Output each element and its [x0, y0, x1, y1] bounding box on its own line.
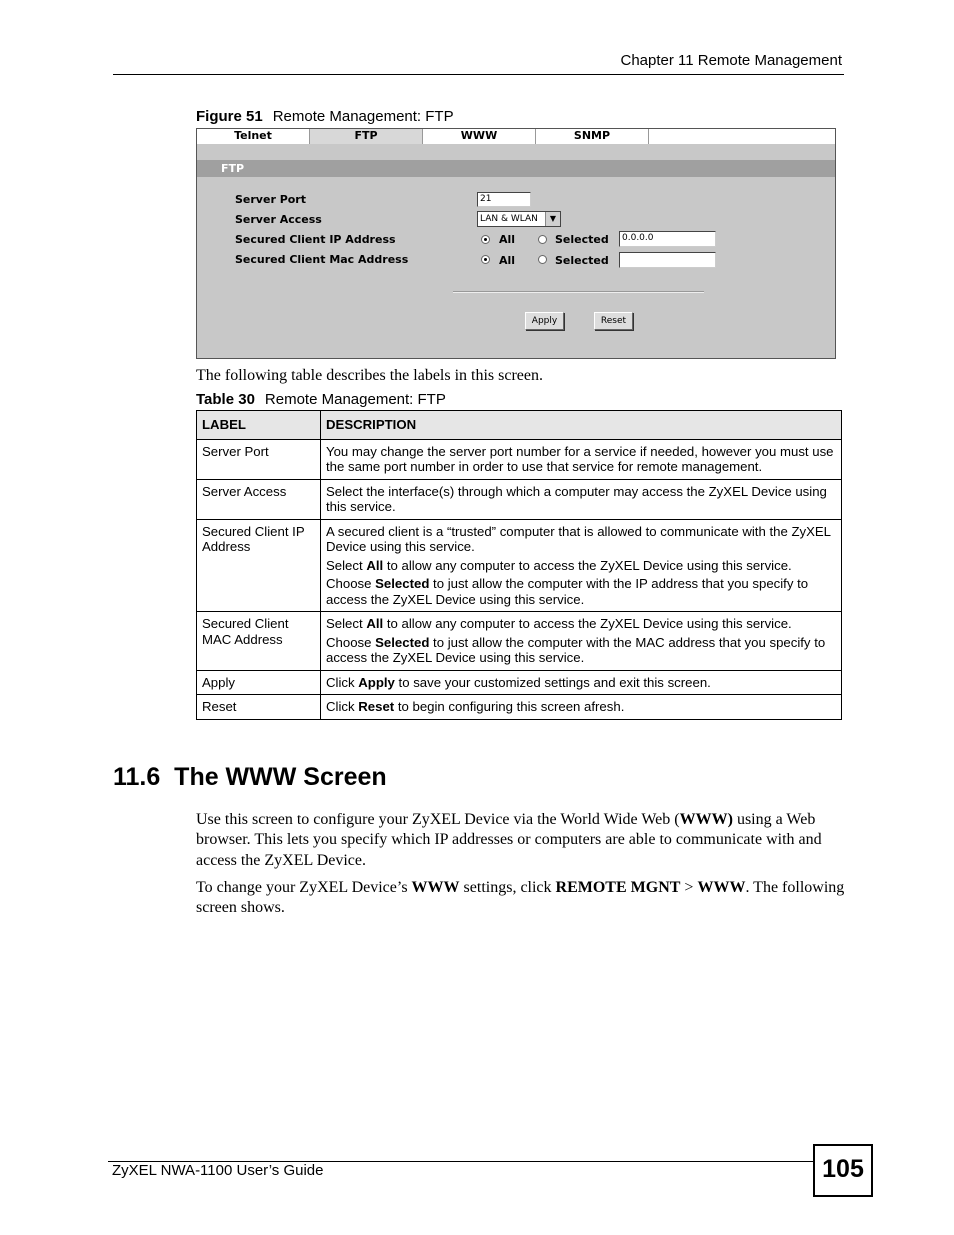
secured-mac-input[interactable] — [619, 252, 716, 268]
para-text: To change your ZyXEL Device’s — [196, 879, 412, 896]
description-table — [196, 410, 842, 720]
apply-button[interactable]: Apply — [525, 312, 564, 330]
ftp-section-title: FTP — [221, 162, 245, 175]
secured-mac-all-label: All — [499, 254, 516, 267]
desc-paragraph — [326, 635, 836, 666]
table-row — [197, 695, 842, 720]
figure-label: Figure 51 — [196, 108, 263, 125]
tab-bar — [197, 129, 649, 144]
table-row — [197, 439, 842, 479]
row-label: Server Port — [197, 439, 321, 479]
desc-text: Click — [326, 699, 359, 714]
row-label: Secured Client IP Address — [197, 519, 321, 612]
tab-telnet[interactable]: Telnet — [197, 129, 310, 144]
desc-paragraph: A secured client is a “trusted” computer that is allowed to communicate with the ZyXEL Device using this service. — [326, 523, 831, 554]
secured-ip-label: Secured Client IP Address — [235, 233, 396, 246]
desc-bold: All — [366, 557, 384, 573]
desc-text: to save your customized settings and exit this screen. — [394, 674, 711, 690]
table-row — [197, 479, 842, 519]
para-bold: REMOTE MGNT — [555, 879, 681, 896]
secured-mac-selected-label: Selected — [555, 254, 609, 267]
desc-text: to allow any computer to access the ZyXEL Device using this service. — [383, 557, 792, 573]
desc-text: Click — [326, 674, 359, 690]
server-port-input[interactable]: 21 — [477, 192, 531, 207]
tab-bar-filler — [649, 129, 835, 144]
para-bold: WWW) — [679, 811, 733, 828]
desc-bold: Reset — [358, 699, 395, 714]
reset-button[interactable]: Reset — [594, 312, 633, 330]
table-caption — [196, 391, 446, 408]
desc-text: Choose — [326, 576, 376, 591]
secured-ip-selected-label: Selected — [555, 233, 609, 246]
desc-text: to begin configuring this screen afresh. — [394, 699, 625, 714]
desc-text: Select — [326, 616, 367, 631]
header-rule — [113, 74, 844, 75]
row-description: Select the interface(s) through which a computer may access the ZyXEL Device using this service. — [321, 479, 842, 519]
intro-text: The following table describes the labels in this screen. — [196, 367, 544, 384]
figure-caption — [196, 108, 454, 125]
server-port-label: Server Port — [235, 193, 306, 206]
tab-www[interactable]: WWW — [423, 129, 536, 144]
ftp-section-bar — [197, 160, 835, 177]
para-bold: WWW — [697, 879, 746, 896]
desc-bold: Selected — [375, 634, 430, 650]
tab-ftp[interactable]: FTP — [310, 129, 423, 144]
server-access-value: LAN & WLAN — [480, 214, 538, 224]
table-title: Remote Management: FTP — [264, 391, 446, 408]
header-description: DESCRIPTION — [321, 411, 842, 440]
server-access-select[interactable] — [477, 211, 561, 227]
figure-title: Remote Management: FTP — [272, 108, 454, 125]
body-paragraph — [196, 810, 846, 871]
para-text: . The following screen shows. — [196, 879, 845, 917]
desc-paragraph — [326, 576, 836, 607]
para-text: using a Web browser. This lets you specify which IP addresses or computers are able to communicate with and access the ZyXEL Device. — [196, 811, 822, 869]
row-label: Server Access — [197, 479, 321, 519]
para-text: Use this screen to configure your ZyXEL Device via the World Wide Web ( — [196, 811, 680, 828]
section-heading: 11.6 The WWW Screen — [113, 763, 387, 791]
para-bold: WWW — [411, 879, 460, 896]
chapter-header: Chapter 11 Remote Management — [620, 52, 842, 69]
row-label: Secured Client MAC Address — [197, 612, 321, 671]
table-row — [197, 519, 842, 612]
secured-mac-label: Secured Client Mac Address — [235, 253, 409, 266]
para-text: > — [680, 879, 698, 896]
chevron-down-icon[interactable]: ▼ — [545, 212, 560, 226]
desc-text: to just allow the computer with the IP address that you specify to access the ZyXEL Device using this service. — [326, 576, 809, 607]
row-description — [321, 612, 842, 671]
para-text: settings, click — [459, 879, 556, 896]
table-row — [197, 612, 842, 671]
desc-bold: All — [366, 616, 384, 631]
server-access-label: Server Access — [235, 213, 322, 226]
row-description — [321, 670, 842, 695]
secured-ip-all-radio[interactable] — [481, 235, 490, 244]
desc-paragraph — [326, 558, 836, 574]
row-label: Apply — [197, 670, 321, 695]
tab-snmp[interactable]: SNMP — [536, 129, 649, 144]
ftp-screenshot — [196, 128, 836, 359]
desc-text: Select — [326, 557, 367, 573]
desc-bold: Apply — [358, 674, 395, 690]
desc-paragraph — [326, 616, 836, 632]
table-label: Table 30 — [196, 391, 255, 408]
secured-mac-all-radio[interactable] — [481, 255, 490, 264]
header-label: LABEL — [197, 411, 321, 440]
secured-mac-selected-radio[interactable] — [538, 255, 547, 264]
desc-text: to just allow the computer with the MAC address that you specify to access the ZyXEL Device using this service. — [326, 634, 826, 665]
divider — [453, 291, 704, 293]
desc-text: Choose — [326, 634, 376, 650]
table-row — [197, 670, 842, 695]
body-paragraph — [196, 878, 846, 919]
table-header-row — [197, 411, 842, 440]
footer-guide-title: ZyXEL NWA-1100 User’s Guide — [112, 1162, 324, 1179]
secured-ip-input[interactable]: 0.0.0.0 — [619, 231, 716, 247]
row-description — [321, 519, 842, 612]
desc-text: to allow any computer to access the ZyXEL Device using this service. — [383, 616, 792, 631]
desc-bold: Selected — [375, 576, 430, 591]
row-label: Reset — [197, 695, 321, 720]
page-number: 105 — [813, 1144, 873, 1197]
secured-ip-all-label: All — [499, 233, 516, 246]
row-description — [321, 695, 842, 720]
secured-ip-selected-radio[interactable] — [538, 235, 547, 244]
row-description: You may change the server port number for a service if needed, however you must use the same port number in order to use that service for remote management. — [321, 439, 842, 479]
